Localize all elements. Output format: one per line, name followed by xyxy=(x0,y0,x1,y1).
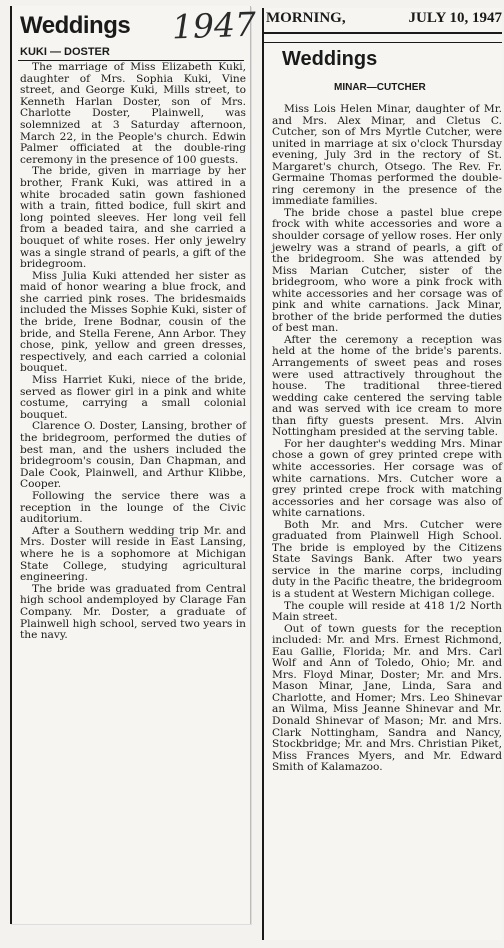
left-paragraph: After a Southern wedding trip Mr. and Mrs. Doster will reside in East Lansing, where he is a sophomore at Michigan State College, studying agricultural engineering. xyxy=(20,524,246,584)
right-paragraph: Miss Lois Helen Minar, daughter of Mr. and Mrs. Alex Minar, and Cletus C. Cutcher, son of Mrs Myrtle Cutcher, were united in marriage at six o'clock Thursday evening, July 3rd in the rectory of St. Margaret's church, Otsego. The Rev. Fr. Germaine Thomas performed the double-ring ceremony in the presence of the immediate families. xyxy=(272,103,502,208)
right-clipping xyxy=(262,8,502,940)
heading-rule xyxy=(264,42,502,43)
left-heading: Weddings xyxy=(20,12,131,39)
right-paragraph: After the ceremony a reception was held at the home of the bride's parents. Arrangements of sweet peas and roses were used attractively throughout the house. The traditional three-tiered wedding cake centered the serving table and was served with ice cream to more than fifty guests present. Mrs. Alvin Nottingham presided at the serving table. xyxy=(272,333,502,439)
left-article-body xyxy=(20,62,246,642)
right-paragraph: Both Mr. and Mrs. Cutcher were graduated from Plainwell High School. The bride is employed by the Citizens State Savings Bank. After two years service in the marine corps, including duty in the Pacific theatre, the bridegroom is a student at Western Michigan college. xyxy=(272,518,502,600)
right-paragraph: The bride chose a pastel blue crepe frock with white accessories and wore a shoulder corsage of yellow roses. Her only jewelry was a strand of pearls, a gift of the bridegroom. She was attended by Miss Marian Cutcher, sister of the bridegroom, who wore a pink frock with white accessories and her corsage was of pink and white carnations. Jack Minar, brother of the bride performed the duties of best man. xyxy=(272,206,502,335)
left-paragraph: Miss Harriet Kuki, niece of the bride, served as flower girl in a pink and white costume, carrying a small colonial bouquet. xyxy=(20,374,246,421)
left-paragraph: Following the service there was a reception in the lounge of the Civic auditorium. xyxy=(20,489,246,526)
right-subheading: MINAR—CUTCHER xyxy=(334,82,426,93)
left-subheading: KUKI — DOSTER xyxy=(20,46,110,58)
masthead-rule xyxy=(264,32,502,34)
right-heading: Weddings xyxy=(282,48,378,70)
right-paragraph: For her daughter's wedding Mrs. Minar chose a gown of grey printed crepe with white accessories. Her corsage was of white carnations. Mrs. Cutcher wore a grey printed crepe frock with matching accessories and her corsage was also of white carnations. xyxy=(272,437,502,520)
left-clipping xyxy=(10,4,257,924)
right-paragraph: The couple will reside at 418 1/2 North Main street. xyxy=(272,599,502,624)
right-paragraph: Out of town guests for the reception included: Mr. and Mrs. Ernest Richmond, Eau Gallie, Florida; Mr. and Mrs. Carl Wolf and Ann of Toledo, Ohio; Mr. and Mrs. Floyd Minar, Doster; Mr. and Mrs. Mason Minar, Jane, Linda, Sara and Charlotte, and Homer; Mrs. Leo Shinevar an Wilma, Miss Jeanne Shinevar and Mr. Donald Shinevar of Mason; Mr. and Mrs. Clark Nottingham, Sandra and Nancy, Stockbridge; Mr. and Mrs. Christian Piket, Miss Frances Myers, and Mr. Edward Smith of Kalamazoo. xyxy=(272,622,502,774)
left-paragraph: The marriage of Miss Elizabeth Kuki, daughter of Mrs. Sophia Kuki, Vine street, and George Kuki, Mills street, to Kenneth Harlan Doster, son of Mrs. Charlotte Doster, Plainwell, was solemnized at 3 Saturday afternoon, March 22, in the People's church. Edwin Palmer officiated at the double-ring ceremony in the presence of 100 guests. xyxy=(20,61,246,166)
left-paragraph: The bride, given in marriage by her brother, Frank Kuki, was attired in a white brocaded satin gown fashioned with a train, fitted bodice, full skirt and long pointed sleeves. Her long veil fell from a beaded taira, and she carried a bouquet of white roses. Her only jewelry was a single strand of pearls, a gift of the bridegroom. xyxy=(20,165,246,271)
handwritten-year: 1947 xyxy=(171,4,257,47)
left-paragraph: Clarence O. Doster, Lansing, brother of the bridegroom, performed the duties of best man, and the ushers included the bridegroom's cousin, Dan Chapman, and Dale Cook, Plainwell, and Arthur Klibbe, Cooper. xyxy=(20,420,246,491)
left-paragraph: The bride was graduated from Central high school andemployed by Clarage Fan Company. Mr. Doster, a graduate of Plainwell high school, served two years in the navy. xyxy=(20,582,246,642)
left-paragraph: Miss Julia Kuki attended her sister as maid of honor wearing a blue frock, and she carried pink roses. The bridesmaids included the Misses Sophie Kuki, sister of the bride, Irene Bodnar, cousin of the bride, and Stella Ferene, Ann Arbor. They chose, pink, yellow and green dresses, respectively, and each carried a colonial bouquet. xyxy=(20,269,246,375)
right-article-body xyxy=(272,104,502,774)
masthead xyxy=(266,10,502,27)
masthead-paper: MORNING, xyxy=(266,10,346,26)
masthead-date: JULY 10, 1947 xyxy=(408,10,502,26)
